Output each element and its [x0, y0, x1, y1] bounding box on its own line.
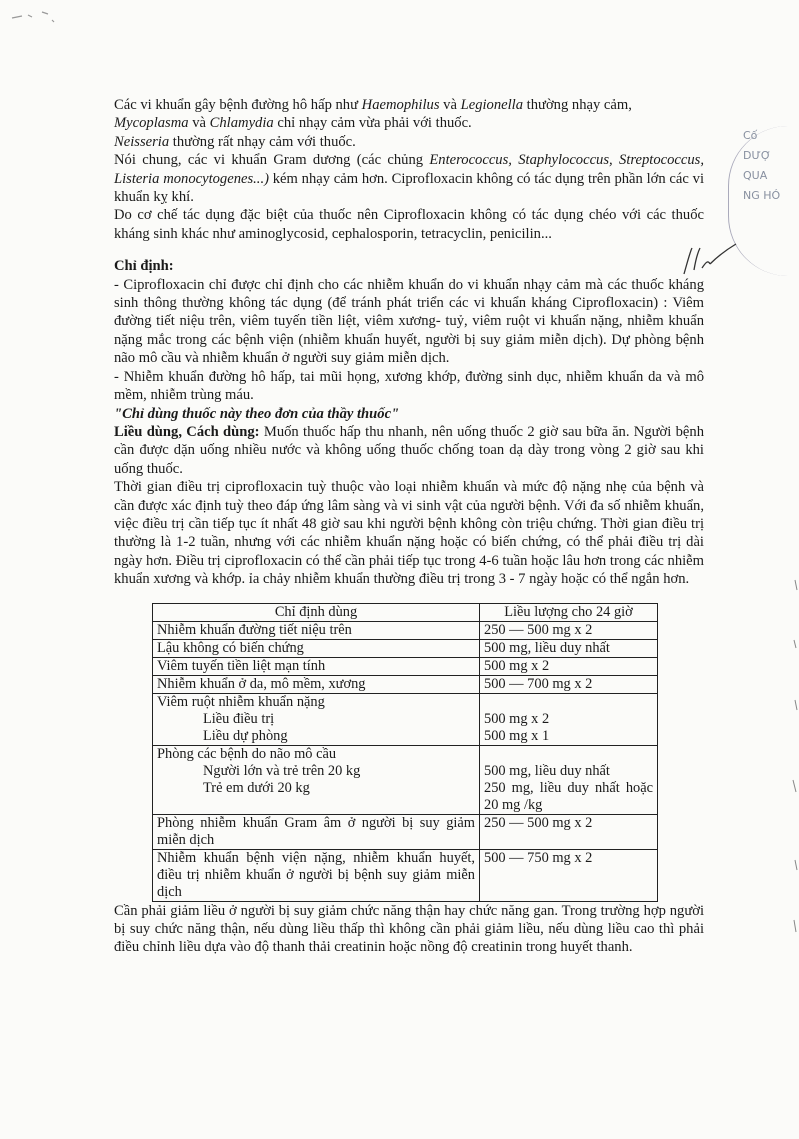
table-cell: Lậu không có biến chứng: [153, 639, 480, 657]
cell-text: Viêm ruột nhiễm khuẩn nặng: [157, 693, 325, 710]
table-row: [153, 693, 658, 745]
paragraph-respiratory-bacteria: [114, 96, 704, 151]
document-page: [114, 96, 704, 957]
paragraph-mechanism: Do cơ chế tác dụng đặc biệt của thuốc nên Ciprofloxacin không có tác dụng chéo với các thuốc kháng sinh khác như aminoglycosid, cephalosporin, tetracyclin, penicilin...: [114, 207, 704, 242]
table-cell: 500 — 700 mg x 2: [480, 675, 658, 693]
table-row: [153, 639, 658, 657]
paragraph-dose-adjustment: Cần phải giảm liều ở người bị suy giảm chức năng thận hay chức năng gan. Trong trường hợp người bị suy chức năng thận, nếu dùng liều thấp thì không cần phải giảm liều, nếu dùng liều cao thì phải điều chỉnh liều dựa vào độ thanh thải creatinin hoặc nồng độ creatinin trong huyết thanh.: [114, 902, 704, 956]
text: và: [439, 97, 461, 113]
text: Nói chung, các vi khuẩn Gram dương (các chủng: [114, 152, 430, 169]
cell-subtext: Liều điều trị: [203, 710, 275, 727]
table-cell: 500 mg, liều duy nhất: [480, 639, 658, 657]
table-row: [153, 657, 658, 675]
species-name: Mycoplasma: [114, 115, 189, 132]
paragraph-gram-positive: [114, 151, 704, 206]
cell-text: Phòng các bệnh do não mô cầu: [157, 745, 337, 762]
table-cell: 500 mg x 2: [480, 657, 658, 675]
table-header-cell: Liều lượng cho 24 giờ: [480, 603, 658, 621]
prescription-warning: "Chỉ dùng thuốc này theo đơn của thầy thuốc": [114, 405, 400, 422]
text: Muốn thuốc hấp thu nhanh, nên uống thuốc 2 giờ sau bữa ăn. Người bệnh cần được dặn uống nhiều nước và không uống thuốc chống toan dạ dày trong vòng 2 giờ sau khi uống thuốc.: [114, 423, 704, 477]
text: thường nhạy cảm,: [523, 97, 632, 113]
stamp-line: QUA: [743, 169, 768, 182]
cell-text: 500 mg x 2: [484, 710, 550, 727]
stamp-line: Cố: [743, 129, 758, 142]
table-row: [153, 621, 658, 639]
indication-item: - Ciprofloxacin chỉ được chỉ định cho các nhiễm khuẩn do vi khuẩn nhạy cảm mà các thuốc kháng sinh thông thường không tác dụng (để tránh phát triển các vi khuẩn kháng Ciprofloxacin) : Viêm đường tiết niệu trên, viêm tuyến tiền liệt, viêm xương- tuỷ, viêm ruột vi khuẩn nặng, nhiễm khuẩn nặng mắc trong các bệnh viện (nhiễm khuẩn huyết, người bị suy giảm miễn dịch). Dự phòng bệnh não mô cầu và nhiễm khuẩn ở người suy giảm miễn dịch.: [114, 276, 704, 367]
cell-text: 250 mg, liều duy nhất hoặc 20 mg /kg: [484, 779, 653, 813]
species-name: Legionella: [460, 97, 524, 113]
text: thường rất nhạy cảm với thuốc.: [169, 133, 356, 150]
edge-scan-marks: [791, 560, 799, 960]
cell-subtext: Liều dự phòng: [203, 727, 288, 744]
section-heading-indications: Chỉ định:: [114, 258, 174, 275]
table-cell: Viêm tuyến tiền liệt mạn tính: [153, 657, 480, 675]
species-name: Haemophilus: [361, 97, 440, 113]
species-name: Chlamydia: [209, 115, 274, 132]
table-row: [153, 849, 658, 901]
text: Các vi khuẩn gây bệnh đường hô hấp như: [114, 97, 362, 113]
paragraph-treatment-duration: Thời gian điều trị ciprofloxacin tuỳ thuộc vào loại nhiễm khuẩn và mức độ nặng nhẹ của bệnh và cần được xác định tuỳ theo đáp ứng lâm sàng và vi sinh vật của người bệnh. Với đa số nhiễm khuẩn, việc điều trị cần tiếp tục ít nhất 48 giờ sau khi người bệnh không còn triệu chứng. Thời gian điều trị thường là 1-2 tuần, nhưng với các nhiễm khuẩn nặng hoặc có biến chứng, có thể phải điều trị dài ngày hơn. Điều trị ciprofloxacin có thể cần phải tiếp tục trong 4-6 tuần hoặc lâu hơn trong các nhiễm khuẩn xương và khớp. ỉa chảy nhiễm khuẩn thường điều trị trong 3 - 7 ngày hoặc có thể ngắn hơn.: [114, 479, 704, 588]
table-header-cell: Chỉ định dùng: [153, 603, 480, 621]
cell-text: 500 mg x 1: [484, 727, 550, 744]
table-cell: 250 — 500 mg x 2: [480, 814, 658, 849]
table-header-row: [153, 603, 658, 621]
text: và: [188, 115, 210, 132]
text: chỉ nhạy cảm vừa phải với thuốc.: [273, 115, 472, 132]
table-cell: [480, 693, 658, 745]
table-cell: Phòng nhiễm khuẩn Gram âm ở người bị suy giảm miễn dịch: [153, 814, 480, 849]
table-cell: 250 — 500 mg x 2: [480, 621, 658, 639]
table-cell: [153, 693, 480, 745]
table-cell: Nhiễm khuẩn ở da, mô mềm, xương: [153, 675, 480, 693]
indication-item: - Nhiễm khuẩn đường hô hấp, tai mũi họng, xương khớp, đường sinh dục, nhiễm khuẩn da và mô mềm, nhiễm trùng máu.: [114, 368, 704, 404]
table-cell: [153, 745, 480, 814]
stamp-line: DƯỢ: [743, 149, 771, 162]
cell-subtext: Trẻ em dưới 20 kg: [203, 779, 310, 796]
section-heading-dosage: Liều dùng, Cách dùng:: [114, 423, 260, 440]
dosage-table: [152, 603, 658, 902]
cell-text: 500 mg, liều duy nhất: [484, 762, 610, 779]
species-list: Enterococcus, Staphylococcus, Streptococcus, Listeria monocytogenes...): [114, 152, 704, 187]
cell-subtext: Người lớn và trẻ trên 20 kg: [203, 762, 361, 779]
species-name: Neisseria: [114, 133, 170, 150]
table-row: [153, 814, 658, 849]
paragraph-dosage: [114, 423, 704, 478]
table-cell: [480, 745, 658, 814]
table-row: [153, 745, 658, 814]
table-cell: Nhiễm khuẩn đường tiết niệu trên: [153, 621, 480, 639]
table-row: [153, 675, 658, 693]
corner-scribble-mark: [8, 6, 58, 26]
table-cell: Nhiễm khuẩn bệnh viện nặng, nhiễm khuẩn huyết, điều trị nhiễm khuẩn ở người bị bệnh suy giảm miễn dịch: [153, 849, 480, 901]
stamp-line: NG HÓ: [743, 189, 781, 202]
text: kém nhạy cảm hơn. Ciprofloxacin không có tác dụng trên phần lớn các vi khuẩn kỵ khí.: [114, 170, 704, 206]
table-cell: 500 — 750 mg x 2: [480, 849, 658, 901]
